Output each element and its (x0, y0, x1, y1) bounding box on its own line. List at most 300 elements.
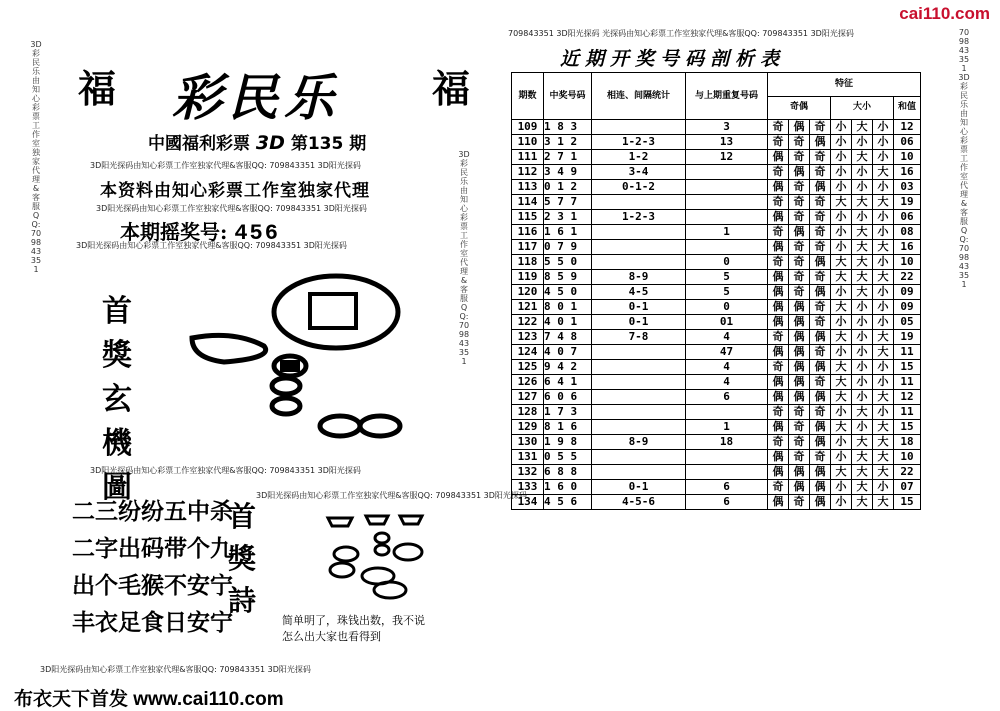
cell-odd-even: 偶 (810, 135, 831, 150)
cell-winning-number: 4 0 7 (544, 345, 592, 360)
cell-odd-even: 奇 (810, 450, 831, 465)
cell-odd-even: 奇 (810, 210, 831, 225)
cell-big-small: 小 (873, 225, 894, 240)
poem-line-3: 出个毛猴不安宁 (72, 573, 233, 599)
cell-odd-even: 奇 (789, 495, 810, 510)
banner-small-3: 3D阳光探码由知心彩票工作室独家代理&客服QQ: 709843351 3D阳光探码 (76, 241, 347, 250)
cell-issue: 129 (512, 420, 544, 435)
cell-issue: 133 (512, 480, 544, 495)
table-row (512, 435, 921, 450)
cell-repeat: 6 (686, 480, 768, 495)
cell-repeat (686, 195, 768, 210)
history-table (511, 72, 921, 510)
cell-odd-even: 奇 (810, 405, 831, 420)
cell-issue: 131 (512, 450, 544, 465)
cell-odd-even: 偶 (768, 450, 789, 465)
cell-odd-even: 偶 (768, 180, 789, 195)
cell-big-small: 小 (831, 180, 852, 195)
col-issue: 期数 (512, 73, 544, 120)
cell-issue: 123 (512, 330, 544, 345)
cell-big-small: 小 (873, 255, 894, 270)
masthead-title: 彩民乐 (172, 68, 340, 127)
table-row (512, 210, 921, 225)
cell-odd-even: 奇 (789, 270, 810, 285)
cell-odd-even: 偶 (789, 390, 810, 405)
banner-small-4: 3D阳光探码由知心彩票工作室独家代理&客服QQ: 709843351 3D阳光探码 (90, 466, 361, 475)
cell-big-small: 大 (873, 270, 894, 285)
cell-repeat: 18 (686, 435, 768, 450)
issue-3d: 3D (255, 132, 285, 154)
cell-big-small: 小 (831, 150, 852, 165)
cell-big-small: 大 (873, 465, 894, 480)
cell-adjacent: 4-5-6 (592, 495, 686, 510)
cell-repeat (686, 465, 768, 480)
title-char-2: 獎 (102, 338, 132, 373)
cell-issue: 110 (512, 135, 544, 150)
cell-big-small: 小 (873, 120, 894, 135)
cell-odd-even: 偶 (810, 495, 831, 510)
table-row (512, 375, 921, 390)
table-row (512, 225, 921, 240)
cell-odd-even: 偶 (789, 375, 810, 390)
cell-big-small: 小 (873, 360, 894, 375)
cell-odd-even: 偶 (768, 390, 789, 405)
cell-big-small: 大 (852, 240, 873, 255)
cell-repeat: 0 (686, 255, 768, 270)
cell-sum: 15 (894, 420, 921, 435)
left-side-strip: 3D彩民乐由知心彩票工作室独家代理&客服QQ:709843351 (30, 40, 42, 274)
cell-big-small: 小 (831, 435, 852, 450)
cell-odd-even: 奇 (789, 135, 810, 150)
cell-adjacent (592, 240, 686, 255)
money-doodle (318, 506, 448, 606)
table-row (512, 465, 921, 480)
cell-odd-even: 偶 (810, 255, 831, 270)
cell-issue: 112 (512, 165, 544, 180)
cell-odd-even: 奇 (789, 195, 810, 210)
cell-sum: 15 (894, 495, 921, 510)
cell-odd-even: 奇 (768, 405, 789, 420)
table-row (512, 135, 921, 150)
cell-issue: 126 (512, 375, 544, 390)
cell-odd-even: 偶 (768, 270, 789, 285)
issue-line (148, 129, 366, 154)
cell-big-small: 大 (852, 450, 873, 465)
cell-repeat: 6 (686, 390, 768, 405)
cell-big-small: 大 (873, 345, 894, 360)
cell-sum: 22 (894, 465, 921, 480)
cell-winning-number: 6 8 8 (544, 465, 592, 480)
cell-repeat: 6 (686, 495, 768, 510)
col-adjacent: 相连、间隔统计 (592, 73, 686, 120)
cell-odd-even: 偶 (768, 240, 789, 255)
table-row (512, 165, 921, 180)
cell-odd-even: 偶 (789, 360, 810, 375)
cell-adjacent: 8-9 (592, 270, 686, 285)
table-row (512, 405, 921, 420)
cell-adjacent: 7-8 (592, 330, 686, 345)
cell-sum: 10 (894, 255, 921, 270)
cell-issue: 111 (512, 150, 544, 165)
cell-big-small: 小 (873, 300, 894, 315)
cell-big-small: 小 (852, 345, 873, 360)
cell-sum: 06 (894, 210, 921, 225)
poem-line-1: 二三纷纷五中杀 (72, 499, 233, 525)
cell-big-small: 小 (831, 165, 852, 180)
cell-big-small: 大 (873, 495, 894, 510)
cell-odd-even: 奇 (810, 120, 831, 135)
cell-big-small: 小 (852, 360, 873, 375)
cell-odd-even: 奇 (768, 120, 789, 135)
banner-small-1: 3D阳光探码由知心彩票工作室独家代理&客服QQ: 709843351 3D阳光探码 (90, 161, 361, 170)
cell-odd-even: 偶 (768, 315, 789, 330)
cell-winning-number: 4 5 0 (544, 285, 592, 300)
poem-title-char-2: 獎 (227, 542, 256, 575)
cell-issue: 128 (512, 405, 544, 420)
cell-big-small: 大 (831, 270, 852, 285)
issue-number: 第135 期 (290, 134, 367, 154)
fu-char-left: 福 (78, 66, 117, 111)
cell-adjacent: 0-1 (592, 300, 686, 315)
cell-big-small: 小 (831, 315, 852, 330)
col-repeat: 与上期重复号码 (686, 73, 768, 120)
table-row (512, 270, 921, 285)
cell-repeat: 12 (686, 150, 768, 165)
cell-odd-even: 偶 (810, 360, 831, 375)
cell-winning-number: 1 9 8 (544, 435, 592, 450)
cell-sum: 15 (894, 360, 921, 375)
col-big-small: 大小 (831, 96, 894, 120)
cell-issue: 130 (512, 435, 544, 450)
cell-odd-even: 奇 (789, 180, 810, 195)
cell-issue: 115 (512, 210, 544, 225)
cell-sum: 10 (894, 150, 921, 165)
cell-big-small: 大 (873, 195, 894, 210)
draw-number: 456 (234, 221, 280, 246)
cell-winning-number: 5 7 7 (544, 195, 592, 210)
cell-issue: 132 (512, 465, 544, 480)
cell-sum: 16 (894, 240, 921, 255)
note-line-1: 简单明了，珠钱出数，我不说 (282, 614, 425, 627)
cell-winning-number: 1 8 3 (544, 120, 592, 135)
cell-odd-even: 奇 (768, 330, 789, 345)
cell-winning-number: 1 6 1 (544, 225, 592, 240)
banner-small-5: 3D阳光探码由知心彩票工作室独家代理&客服QQ: 709843351 3D阳光探码 (256, 491, 527, 500)
cell-odd-even: 偶 (789, 345, 810, 360)
cell-sum: 16 (894, 165, 921, 180)
cell-issue: 127 (512, 390, 544, 405)
cell-odd-even: 偶 (789, 120, 810, 135)
cell-odd-even: 偶 (810, 465, 831, 480)
cell-winning-number: 3 4 9 (544, 165, 592, 180)
cell-repeat (686, 180, 768, 195)
table-row (512, 360, 921, 375)
cell-odd-even: 奇 (810, 165, 831, 180)
cell-repeat: 4 (686, 360, 768, 375)
banner-small-6: 3D阳光探码由知心彩票工作室独家代理&客服QQ: 709843351 3D阳光探码 (40, 665, 311, 674)
cell-big-small: 小 (831, 405, 852, 420)
cell-odd-even: 奇 (789, 255, 810, 270)
cell-odd-even: 奇 (789, 435, 810, 450)
table-row (512, 150, 921, 165)
cell-winning-number: 0 1 2 (544, 180, 592, 195)
cell-issue: 121 (512, 300, 544, 315)
cell-sum: 22 (894, 270, 921, 285)
cell-odd-even: 偶 (810, 180, 831, 195)
cell-adjacent (592, 450, 686, 465)
cell-issue: 122 (512, 315, 544, 330)
poem-title (226, 496, 258, 622)
cell-big-small: 小 (873, 150, 894, 165)
cell-sum: 11 (894, 345, 921, 360)
cell-big-small: 大 (852, 270, 873, 285)
table-row (512, 180, 921, 195)
cell-big-small: 大 (873, 435, 894, 450)
right-side-strip: 709843351 3D彩民乐由知心彩票工作室代理&客服QQ:709843351 (958, 28, 970, 289)
cell-big-small: 小 (852, 180, 873, 195)
table-title: 近期开奖号码剖析表 (560, 48, 786, 70)
cell-repeat: 4 (686, 375, 768, 390)
cell-adjacent (592, 390, 686, 405)
cell-big-small: 小 (873, 375, 894, 390)
cell-big-small: 小 (831, 345, 852, 360)
cell-winning-number: 3 1 2 (544, 135, 592, 150)
cell-issue: 116 (512, 225, 544, 240)
cell-odd-even: 奇 (810, 270, 831, 285)
cell-repeat: 13 (686, 135, 768, 150)
cell-winning-number: 8 0 1 (544, 300, 592, 315)
cell-big-small: 小 (852, 315, 873, 330)
cell-repeat (686, 450, 768, 465)
cell-winning-number: 5 5 0 (544, 255, 592, 270)
cell-big-small: 大 (873, 420, 894, 435)
cell-repeat (686, 240, 768, 255)
cell-repeat: 1 (686, 225, 768, 240)
agent-line: 本资料由知心彩票工作室独家代理 (100, 181, 370, 201)
cell-odd-even: 偶 (768, 300, 789, 315)
cell-sum: 11 (894, 405, 921, 420)
cell-odd-even: 偶 (768, 495, 789, 510)
cell-repeat: 1 (686, 420, 768, 435)
cell-odd-even: 偶 (768, 465, 789, 480)
cell-issue: 134 (512, 495, 544, 510)
col-odd-even: 奇偶 (768, 96, 831, 120)
cell-big-small: 小 (852, 165, 873, 180)
cell-odd-even: 偶 (789, 225, 810, 240)
cell-big-small: 大 (831, 255, 852, 270)
cell-odd-even: 偶 (789, 480, 810, 495)
cell-odd-even: 偶 (789, 465, 810, 480)
cell-big-small: 大 (831, 195, 852, 210)
cell-big-small: 小 (873, 285, 894, 300)
table-row (512, 330, 921, 345)
cell-adjacent (592, 225, 686, 240)
cell-big-small: 小 (873, 180, 894, 195)
site-badge[interactable]: cai110.com (899, 4, 990, 23)
title-char-3: 玄 (102, 382, 132, 417)
cell-repeat: 0 (686, 300, 768, 315)
cell-big-small: 小 (831, 285, 852, 300)
cell-adjacent: 1-2 (592, 150, 686, 165)
cell-odd-even: 奇 (789, 240, 810, 255)
cell-odd-even: 偶 (768, 420, 789, 435)
cell-sum: 09 (894, 285, 921, 300)
cell-sum: 08 (894, 225, 921, 240)
cell-adjacent (592, 195, 686, 210)
cell-winning-number: 8 5 9 (544, 270, 592, 285)
cell-adjacent: 0-1 (592, 480, 686, 495)
cell-odd-even: 奇 (789, 285, 810, 300)
cell-odd-even: 奇 (789, 150, 810, 165)
title-char-1: 首 (102, 294, 132, 329)
cell-odd-even: 奇 (810, 195, 831, 210)
cell-odd-even: 奇 (810, 315, 831, 330)
cell-big-small: 小 (831, 210, 852, 225)
footer-site[interactable]: 布衣天下首发 www.cai110.com (14, 689, 284, 710)
cell-adjacent (592, 345, 686, 360)
title-char-5: 圖 (102, 470, 132, 505)
cell-repeat: 01 (686, 315, 768, 330)
cell-adjacent: 1-2-3 (592, 135, 686, 150)
cell-big-small: 大 (873, 450, 894, 465)
cell-odd-even: 偶 (810, 480, 831, 495)
table-row (512, 120, 921, 135)
cell-odd-even: 偶 (810, 435, 831, 450)
cell-winning-number: 6 0 6 (544, 390, 592, 405)
cell-sum: 12 (894, 120, 921, 135)
cell-big-small: 大 (852, 150, 873, 165)
cell-big-small: 大 (852, 255, 873, 270)
cell-big-small: 小 (852, 375, 873, 390)
cell-odd-even: 偶 (768, 150, 789, 165)
cell-sum: 03 (894, 180, 921, 195)
cell-sum: 12 (894, 390, 921, 405)
table-row (512, 285, 921, 300)
cell-winning-number: 1 7 3 (544, 405, 592, 420)
cell-odd-even: 奇 (789, 420, 810, 435)
cell-winning-number: 0 7 9 (544, 240, 592, 255)
cell-odd-even: 偶 (810, 390, 831, 405)
author-note (282, 613, 425, 645)
poem-line-2: 二字出码带个九 (72, 536, 233, 562)
cell-odd-even: 奇 (789, 450, 810, 465)
cell-repeat (686, 165, 768, 180)
cell-big-small: 大 (852, 480, 873, 495)
table-row (512, 300, 921, 315)
cell-odd-even: 偶 (789, 165, 810, 180)
cell-winning-number: 9 4 2 (544, 360, 592, 375)
cell-sum: 07 (894, 480, 921, 495)
table-row (512, 420, 921, 435)
cell-sum: 06 (894, 135, 921, 150)
cell-odd-even: 偶 (789, 330, 810, 345)
cell-odd-even: 偶 (768, 285, 789, 300)
cell-odd-even: 偶 (810, 420, 831, 435)
cell-adjacent: 8-9 (592, 435, 686, 450)
cell-big-small: 小 (873, 315, 894, 330)
col-sum: 和值 (894, 96, 921, 120)
cell-odd-even: 奇 (810, 240, 831, 255)
cell-big-small: 小 (852, 135, 873, 150)
cell-adjacent (592, 465, 686, 480)
cell-big-small: 大 (852, 435, 873, 450)
issue-prefix: 中國福利彩票 (148, 134, 250, 154)
col-winning: 中奖号码 (544, 73, 592, 120)
cell-odd-even: 奇 (810, 300, 831, 315)
cell-odd-even: 奇 (789, 210, 810, 225)
cell-adjacent (592, 360, 686, 375)
cell-big-small: 小 (831, 225, 852, 240)
cell-issue: 125 (512, 360, 544, 375)
cell-odd-even: 奇 (768, 225, 789, 240)
note-line-2: 怎么出大家也看得到 (282, 630, 381, 643)
cell-issue: 124 (512, 345, 544, 360)
cell-big-small: 小 (852, 210, 873, 225)
cell-sum: 11 (894, 375, 921, 390)
cell-odd-even: 偶 (768, 345, 789, 360)
cell-odd-even: 奇 (768, 195, 789, 210)
cell-sum: 05 (894, 315, 921, 330)
cell-repeat: 5 (686, 270, 768, 285)
cell-winning-number: 4 0 1 (544, 315, 592, 330)
cell-sum: 10 (894, 450, 921, 465)
cell-odd-even: 奇 (810, 150, 831, 165)
cell-big-small: 大 (831, 390, 852, 405)
cell-big-small: 大 (852, 465, 873, 480)
cell-adjacent (592, 375, 686, 390)
cell-big-small: 小 (873, 480, 894, 495)
cell-big-small: 小 (831, 135, 852, 150)
cell-big-small: 大 (873, 390, 894, 405)
cell-odd-even: 奇 (768, 480, 789, 495)
title-char-4: 機 (102, 426, 132, 461)
cell-big-small: 大 (831, 375, 852, 390)
cell-issue: 120 (512, 285, 544, 300)
cell-big-small: 大 (873, 240, 894, 255)
cell-odd-even: 偶 (810, 330, 831, 345)
cell-adjacent: 0-1 (592, 315, 686, 330)
cell-big-small: 小 (873, 135, 894, 150)
cell-big-small: 大 (831, 360, 852, 375)
cell-big-small: 大 (852, 495, 873, 510)
cell-odd-even: 奇 (810, 345, 831, 360)
cell-odd-even: 奇 (768, 360, 789, 375)
cell-adjacent: 3-4 (592, 165, 686, 180)
cell-adjacent (592, 255, 686, 270)
cell-winning-number: 8 1 6 (544, 420, 592, 435)
table-row (512, 450, 921, 465)
cell-issue: 117 (512, 240, 544, 255)
cell-big-small: 小 (852, 420, 873, 435)
cell-adjacent: 4-5 (592, 285, 686, 300)
cell-winning-number: 1 6 0 (544, 480, 592, 495)
prize-diagram-title (96, 290, 138, 510)
cell-odd-even: 奇 (768, 435, 789, 450)
cell-big-small: 大 (831, 420, 852, 435)
draw-label: 本期摇奖号: (120, 220, 228, 244)
table-row (512, 480, 921, 495)
poem-line-4: 丰衣足食日安宁 (72, 610, 233, 636)
cell-big-small: 大 (852, 195, 873, 210)
cell-issue: 119 (512, 270, 544, 285)
cell-big-small: 大 (852, 285, 873, 300)
cell-winning-number: 0 5 5 (544, 450, 592, 465)
cell-big-small: 大 (873, 165, 894, 180)
poem (72, 494, 233, 642)
table-row (512, 390, 921, 405)
cell-odd-even: 奇 (768, 165, 789, 180)
cell-sum: 09 (894, 300, 921, 315)
